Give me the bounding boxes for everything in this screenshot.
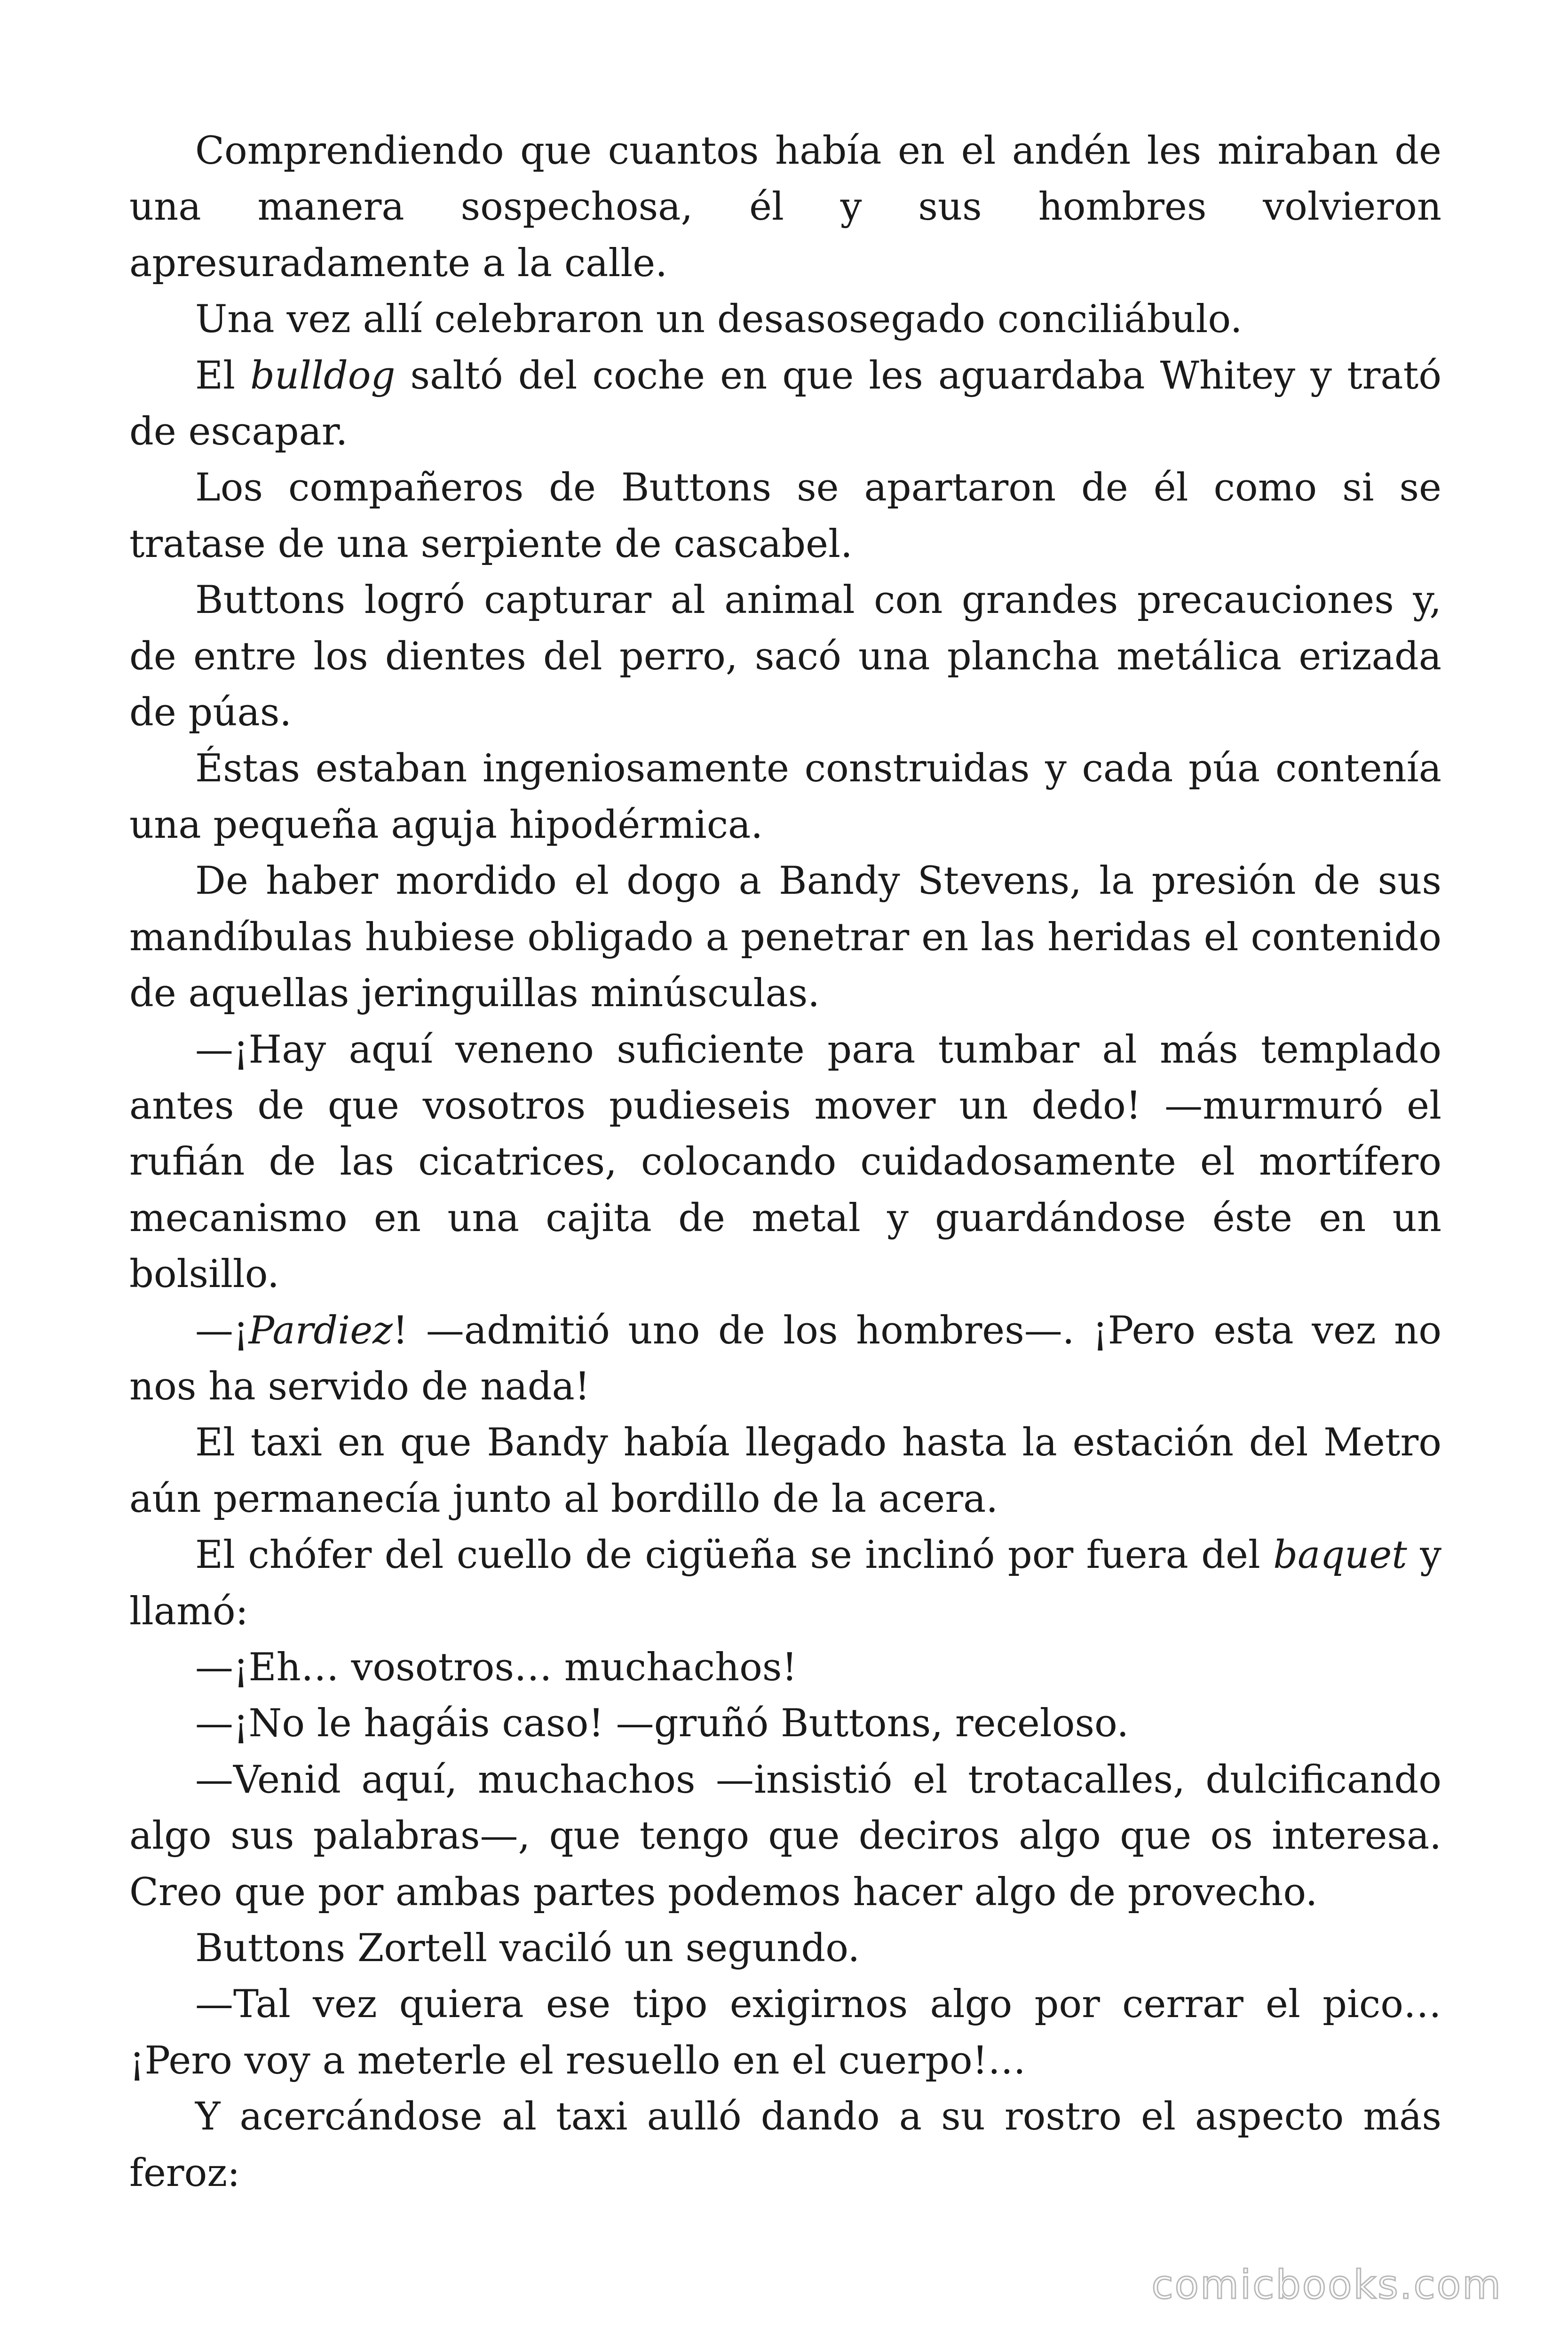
italic-text: baquet <box>1273 1533 1407 1578</box>
italic-text: Pardiez <box>248 1308 393 1353</box>
text-run: saltó del coche en que les aguardaba Whitey y trató de escapar. <box>129 353 1441 454</box>
paragraph <box>129 1921 1441 1977</box>
text-run: Los compañeros de Buttons se apartaron de él como si se tratase de una serpiente de cascabel. <box>129 466 1441 566</box>
text-run: El chófer del cuello de cigüeña se inclinó por fuera del <box>195 1533 1274 1578</box>
paragraph <box>129 292 1441 348</box>
paragraph <box>129 123 1441 292</box>
paragraph <box>129 853 1441 1022</box>
text-run: —Venid aquí, muchachos —insistió el trotacalles, dulcificando algo sus palabras—, que tengo que deciros algo que os interesa. Creo que por ambas partes podemos hacer algo de provecho. <box>129 1757 1441 1915</box>
text-run: Comprendiendo que cuantos había en el andén les miraban de una manera sospechosa, él y sus hombres volvieron apresuradamente a la calle. <box>129 129 1441 286</box>
paragraph <box>129 1640 1441 1696</box>
paragraph <box>129 1752 1441 1921</box>
italic-text: bulldog <box>250 353 396 398</box>
watermark: comicbooks.com <box>1151 2262 1502 2308</box>
paragraph <box>129 1415 1441 1527</box>
paragraph <box>129 572 1441 741</box>
paragraph <box>129 1527 1441 1640</box>
paragraph <box>129 1022 1441 1303</box>
text-run: Y acercándose al taxi aulló dando a su rostro el aspecto más feroz: <box>129 2095 1441 2195</box>
text-run: Buttons Zortell vaciló un segundo. <box>195 1926 860 1971</box>
paragraph <box>129 348 1441 461</box>
paragraph <box>129 1977 1441 2089</box>
paragraph <box>129 1696 1441 1752</box>
text-run: El <box>195 353 251 398</box>
body-text <box>129 123 1441 2201</box>
paragraph <box>129 741 1441 853</box>
text-run: El taxi en que Bandy había llegado hasta la estación del Metro aún permanecía junto al bordillo de la acera. <box>129 1421 1441 1521</box>
text-run: —¡No le hagáis caso! —gruñó Buttons, receloso. <box>195 1701 1129 1746</box>
paragraph <box>129 1303 1441 1415</box>
paragraph <box>129 2089 1441 2201</box>
text-run: y llamó: <box>129 1533 1441 1634</box>
text-run: De haber mordido el dogo a Bandy Stevens, la presión de sus mandíbulas hubiese obligado a penetrar en las heridas el contenido de aquellas jeringuillas minúsculas. <box>129 859 1441 1016</box>
text-run: Una vez allí celebraron un desasosegado conciliábulo. <box>195 297 1243 342</box>
text-run: —¡Hay aquí veneno suficiente para tumbar al más templado antes de que vosotros pudieseis mover un dedo! —murmuró el rufián de las cicatrices, colocando cuidadosamente el mortífero mecanismo en una cajita de metal y guardándose éste en un bolsillo. <box>129 1027 1441 1297</box>
text-run: ! —admitió uno de los hombres—. ¡Pero esta vez no nos ha servido de nada! <box>129 1308 1441 1409</box>
text-run: Éstas estaban ingeniosamente construidas y cada púa contenía una pequeña aguja hipodérmica. <box>129 747 1441 847</box>
paragraph <box>129 460 1441 572</box>
text-run: —¡ <box>195 1308 249 1353</box>
text-run: —¡Eh… vosotros… muchachos! <box>195 1645 798 1690</box>
text-run: —Tal vez quiera ese tipo exigirnos algo por cerrar el pico… ¡Pero voy a meterle el resuello en el cuerpo!… <box>129 1982 1441 2083</box>
text-run: Buttons logró capturar al animal con grandes precauciones y, de entre los dientes del perro, sacó una plancha metálica erizada de púas. <box>129 578 1441 735</box>
